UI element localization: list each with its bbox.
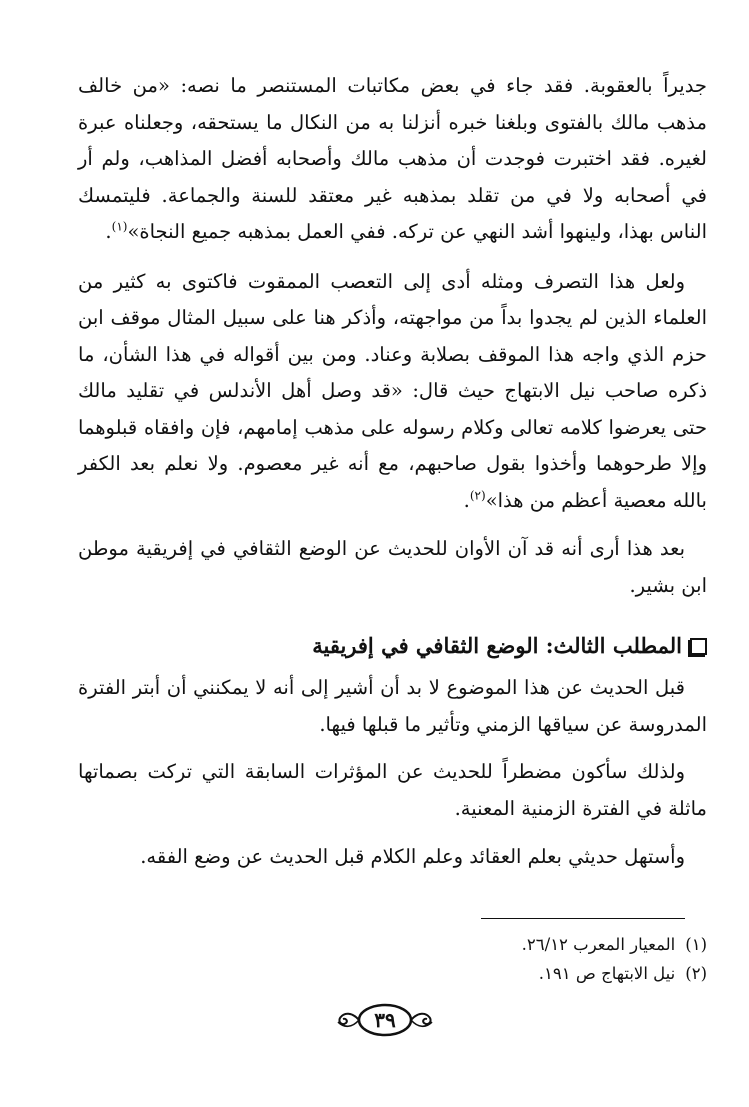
footnote-2-text: نيل الابتهاج ص ١٩١.: [538, 964, 676, 983]
paragraph-1-text: جديراً بالعقوبة. فقد جاء في بعض مكاتبات المستنصر ما نصه: «من خالف مذهب مالك بالفتوى وبلغنا خبره أنزلنا به من النكال ما يستحقه، وجعلناه عبرة لغيره. فقد اختبرت فوجدت أن مذهب مالك وأصحابه أفضل المذاهب، ولم أر في أصحابه ولا في من تقلد بمذهبه غير معتقد للسنة والجماعة. فليتمسك الناس بهذا، ولينهوا أشد النهي عن تركه. ففي العمل بمذهبه جميع النجاة»: [78, 74, 707, 243]
paragraph-1: [78, 68, 707, 251]
footnote-1-number: (١): [685, 935, 707, 954]
paragraph-1-end: .: [105, 220, 112, 243]
section-paragraph-3-text: وأستهل حديثي بعلم العقائد وعلم الكلام قبل الحديث عن وضع الفقه.: [140, 845, 685, 868]
section-paragraph-2: [78, 754, 707, 827]
footnote-1: [307, 930, 707, 959]
square-bullet-icon: [690, 638, 707, 655]
page-number: [330, 1000, 440, 1040]
section-heading-text: المطلب الثالث: الوضع الثقافي في إفريقية: [312, 633, 682, 658]
footnotes: [307, 930, 707, 988]
paragraph-2: [78, 264, 707, 520]
section-heading: [78, 628, 707, 664]
footnote-ref-2[interactable]: (٢): [469, 488, 486, 502]
section-paragraph-1: [78, 670, 707, 743]
footnote-divider: [481, 918, 685, 919]
section-paragraph-2-text: ولذلك سأكون مضطراً للحديث عن المؤثرات السابقة التي تركت بصماتها ماثلة في الفترة الزمنية المعنية.: [78, 760, 707, 820]
page-number-text: ٣٩: [374, 1008, 396, 1032]
section-paragraph-1-text: قبل الحديث عن هذا الموضوع لا بد أن أشير إلى أنه لا يمكنني أن أبتر الفترة المدروسة عن سياقها الزمني وتأثير ما قبلها فيها.: [78, 676, 707, 736]
page-body: [78, 68, 707, 876]
paragraph-2-end: .: [463, 488, 470, 512]
footnote-ref-1[interactable]: (١): [111, 219, 128, 234]
footnote-2-number: (٢): [685, 964, 707, 983]
footnote-1-text: المعيار المعرب ٢٦/١٢.: [521, 935, 676, 954]
paragraph-3-text: بعد هذا أرى أنه قد آن الأوان للحديث عن الوضع الثقافي في إفريقية موطن ابن بشير.: [78, 537, 707, 597]
section-paragraph-3: [78, 839, 707, 876]
paragraph-3: [78, 531, 707, 604]
footnote-2: [307, 959, 707, 988]
paragraph-2-text: ولعل هذا التصرف ومثله أدى إلى التعصب الممقوت فاكتوى به كثير من العلماء الذين لم يجدوا بداً من مواجهته، وأذكر هنا على سبيل المثال موقف ابن حزم الذي واجه هذا الموقف بصلابة وعناد. ومن بين أقواله في هذا الشأن، ما ذكره صاحب نيل الابتهاج حيث قال: «قد وصل أهل الأندلس في تقليد مالك حتى يعرضوا كلامه تعالى وكلام رسوله على مذهب إمامهم، فإن وافقاه قبلوهما وإلا طرحوهما وأخذوا بقول صاحبهم، مع أنه غير معصوم. ولا نعلم بعد الكفر بالله معصية أعظم من هذا»: [78, 269, 707, 512]
